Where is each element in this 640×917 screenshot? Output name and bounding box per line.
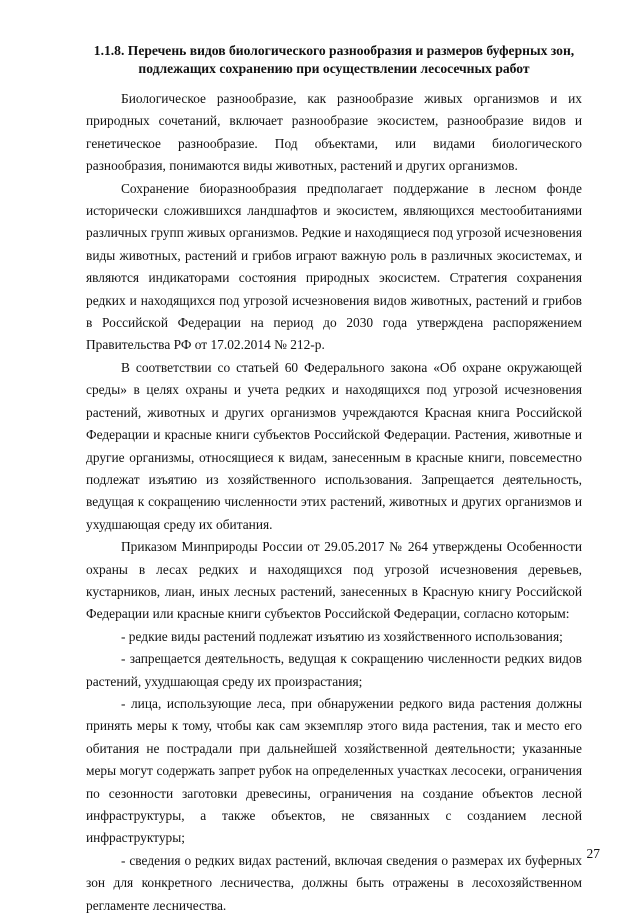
section-heading (86, 42, 582, 78)
paragraph-biodiversity-conservation: Сохранение биоразнообразия предполагает поддержание в лесном фонде исторически сложившихся ландшафтов и экосистем, являющихся местообитаниями различных групп живых организмов. Редкие и находящиеся под угрозой исчезновения виды животных, растений и грибов играют важную роль в различных экосистемах, и являются индикаторами состояния природных экосистем. Стратегия сохранения редких и находящихся под угрозой исчезновения видов животных, растений и грибов в Российской Федерации на период до 2030 года утверждена распоряжением Правительства РФ от 17.02.2014 № 212-р. (86, 180, 582, 353)
heading-line-2: подлежащих сохранению при осуществлении лесосечных работ (138, 61, 530, 76)
paragraph-order-264: Приказом Минприроды России от 29.05.2017 № 264 утверждены Особенности охраны в лесах редких и находящихся под угрозой исчезновения деревьев, кустарников, лиан, иных лесных растений, занесенных в Красную книгу Российской Федерации или красные книги субъектов Российской Федерации, согласно которым: (86, 539, 582, 622)
heading-line-1: 1.1.8. Перечень видов биологического разнообразия и размеров буферных зон, (93, 43, 575, 58)
list-item: - редкие виды растений подлежат изъятию из хозяйственного использования; (121, 628, 563, 644)
list-item: - лица, использующие леса, при обнаружении редкого вида растения должны принять меры к тому, чтобы как сам экземпляр этого вида растения, так и место его обитания не пострадали при дальнейшей хозяйственной деятельности; указанные меры могут содержать запрет рубок на определенных участках лесосеки, ограничения по сезонности заготовки древесины, ограничения на создание объектов лесной инфраструктуры, а также объектов, не связанных с созданием лесной инфраструктуры; (86, 695, 582, 846)
list-item: - сведения о редких видах растений, включая сведения о размерах их буферных зон для конкретного лесничества, должны быть отражены в лесохозяйственном регламенте лесничества. (86, 852, 582, 913)
page-number: 27 (586, 846, 600, 861)
list-item: - запрещается деятельность, ведущая к сокращению численности редких видов растений, ухудшающая среду их произрастания; (86, 651, 582, 689)
paragraph-biodiversity-definition: Биологическое разнообразие, как разнообразие живых организмов и их природных сочетаний, включает разнообразие экосистем, разнообразие видов и генетическое разнообразие. Под объектами, или видами биологического разнообразия, понимаются виды животных, растений и других организмов. (86, 91, 582, 174)
paragraph-federal-law-article-60: В соответствии со статьей 60 Федерального закона «Об охране окружающей среды» в целях охраны и учета редких и находящихся под угрозой исчезновения растений, животных и других организмов учреждаются Красная книга Российской Федерации и красные книги субъектов Российской Федерации. Растения, животные и другие организмы, относящиеся к видам, занесенным в красные книги, повсеместно подлежат изъятию из хозяйственного использования. Запрещается деятельность, ведущая к сокращению численности этих растений, животных и других организмов и ухудшающая среду их обитания. (86, 359, 582, 532)
document-body (86, 88, 582, 917)
